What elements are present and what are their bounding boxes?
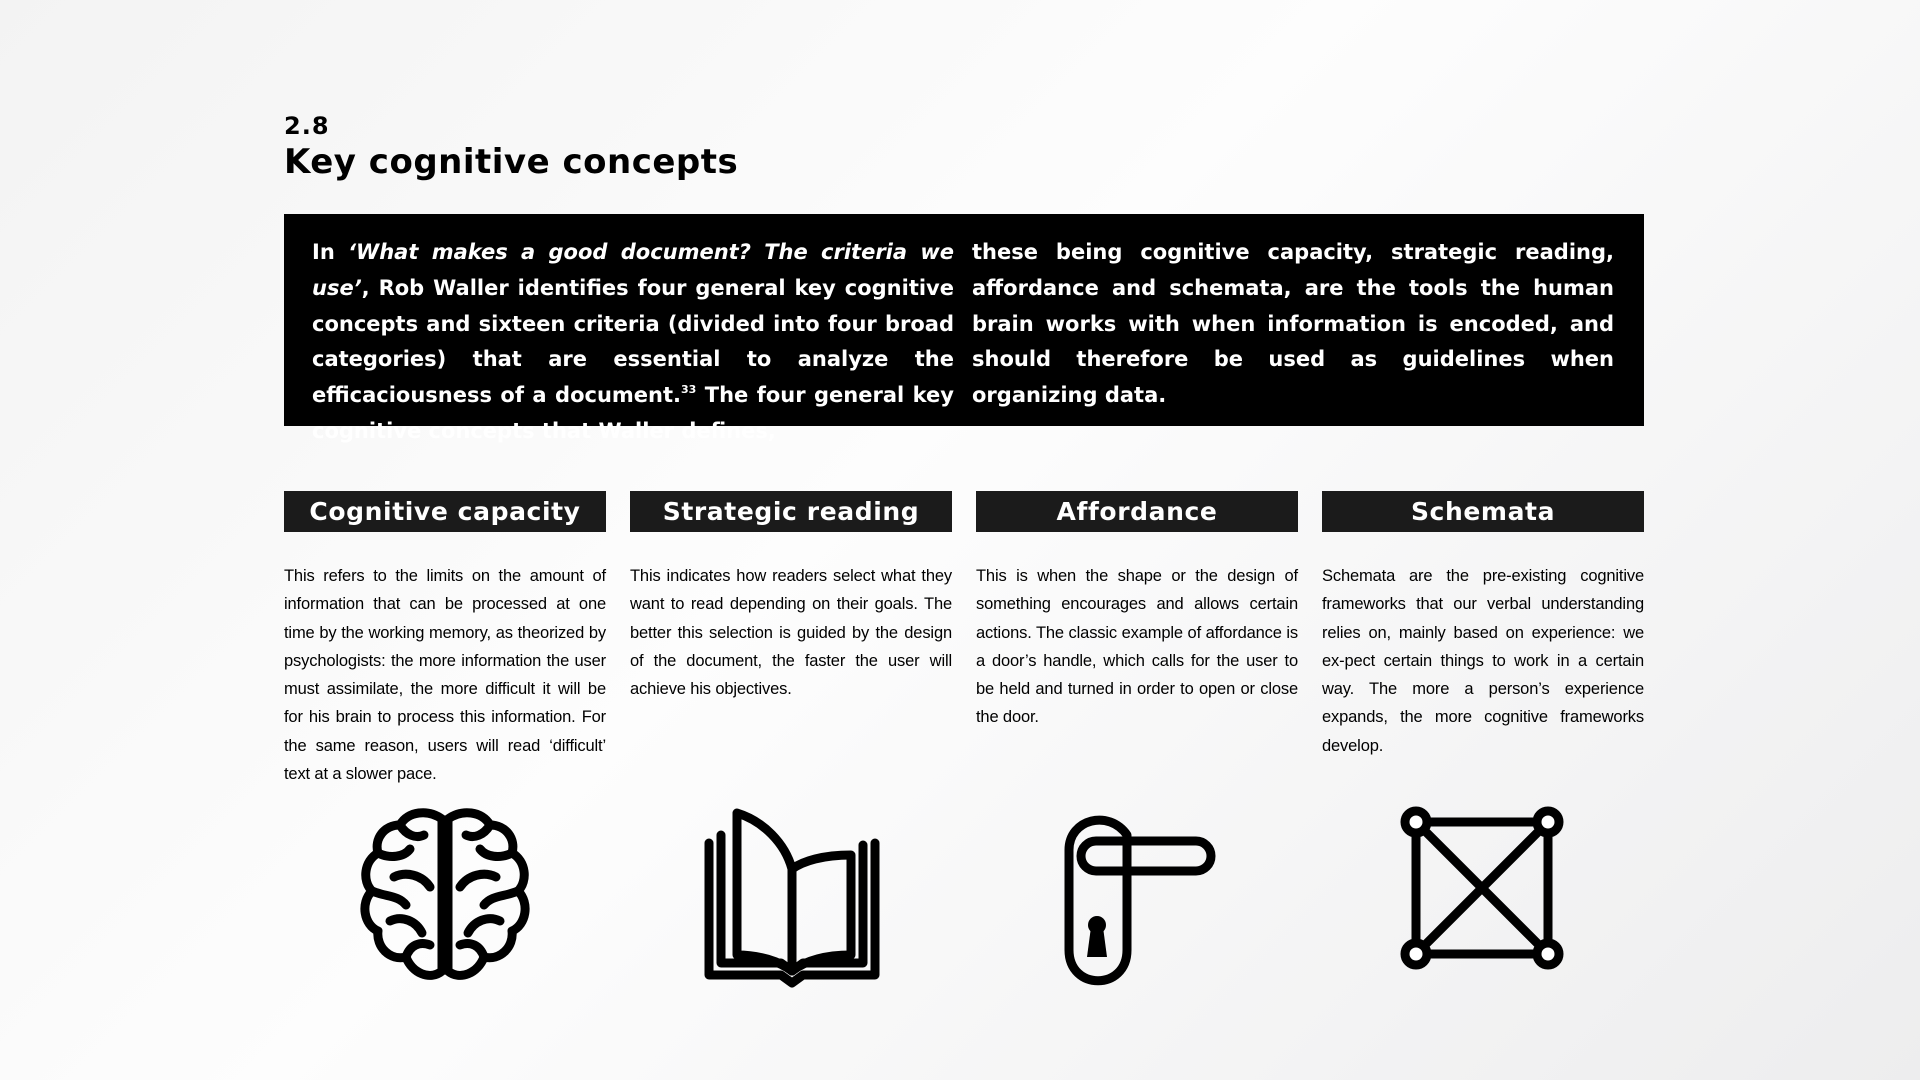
section-number: 2.8 (284, 112, 330, 140)
concept-title: Strategic reading (630, 491, 952, 532)
concept-schemata (1322, 491, 1644, 760)
concept-description: This refers to the limits on the amount of information that can be processed at one time by the working memory, as theorized by psychologists: the more information the user must assimilate, the more difficult it will be for his brain to process this information. For the same reason, users will read ‘difficult’ text at a slower pace. (284, 567, 606, 784)
concept-description: Schemata are the pre-existing cognitive frameworks that our verbal understanding relies on, mainly based on experience: we ex-pect certain things to work in a certain way. The more a person’s experience expands, the more cognitive frameworks develop. (1322, 567, 1644, 755)
concept-cognitive-capacity (284, 491, 606, 788)
intro-column-left (312, 235, 954, 443)
concept-affordance (976, 491, 1298, 732)
concept-description: This is when the shape or the design of something encourages and allows certain actions. The classic example of affordance is a door’s handle, which calls for the user to be held and turned in order to open or close the door. (976, 567, 1298, 727)
door-handle-icon (1035, 805, 1225, 990)
intro-column-right: these being cognitive capacity, strategic reading, affordance and schemata, are the tools the human brain works with when information is encoded, and should therefore be used as guidelines when organizing data. (972, 240, 1614, 408)
concept-title: Affordance (976, 491, 1298, 532)
section-title: Key cognitive concepts (284, 142, 739, 182)
framework-icon (1387, 805, 1577, 990)
footnote-marker: 33 (681, 383, 697, 397)
concept-title: Schemata (1322, 491, 1644, 532)
open-book-icon (697, 805, 887, 990)
intro-lead-in: In (312, 240, 349, 264)
intro-quote: ‘What makes a good document? The criteria we use’ (312, 240, 954, 300)
concept-title: Cognitive capacity (284, 491, 606, 532)
concept-description: This indicates how readers select what they want to read depending on their goals. The better this selection is guided by the design of the document, the faster the user will achieve his objectives. (630, 567, 952, 699)
intro-text-left: , Rob Waller identifies four general key cognitive concepts and sixteen criteria (divided into four broad categories) that are essential to analyze the efficaciousness of a document. (312, 275, 954, 408)
intro-box (284, 214, 1644, 443)
concept-strategic-reading (630, 491, 952, 703)
intro-text-left-tail: The four general key cognitive concepts that Waller defines, (312, 383, 954, 443)
brain-icon (350, 805, 540, 990)
